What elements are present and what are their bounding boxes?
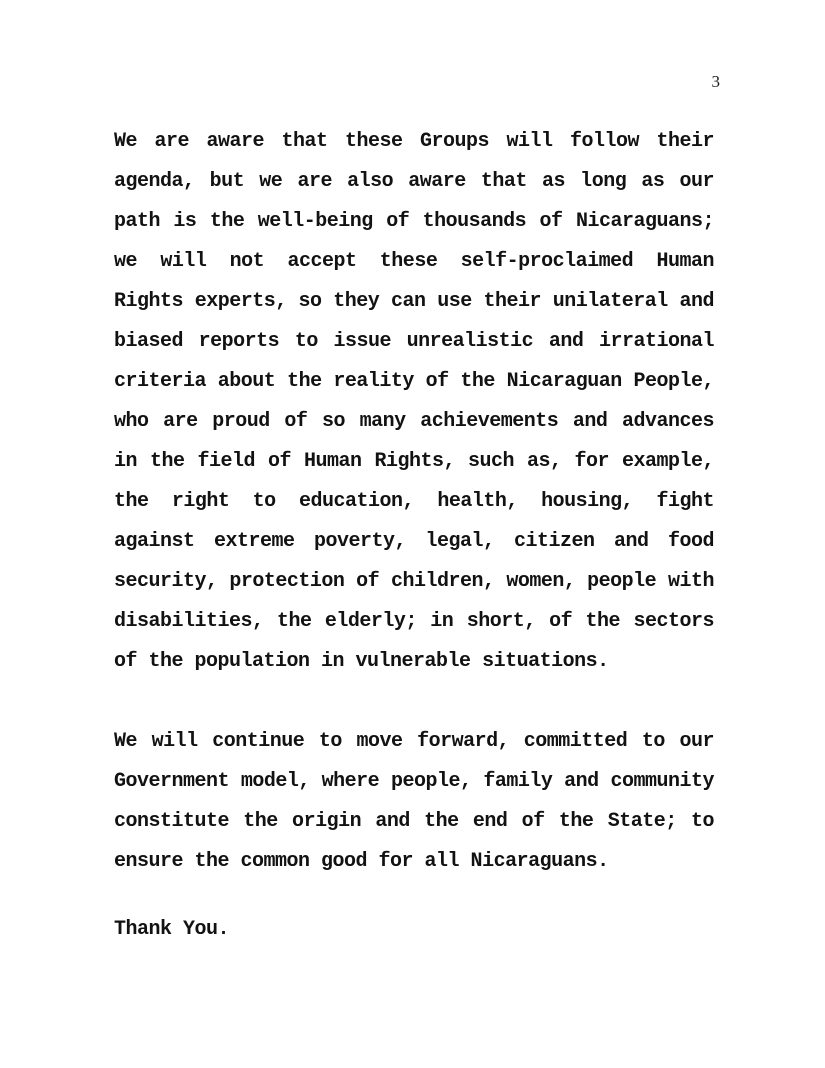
page-number: 3 [711, 72, 720, 91]
document-body [114, 122, 714, 950]
paragraph-2: We will continue to move forward, committed to our Government model, where people, family and community constitute the origin and the end of the State; to ensure the common good for all Nicaraguans. [114, 730, 714, 873]
closing-line: Thank You. [114, 918, 230, 941]
paragraph-1: We are aware that these Groups will follow their agenda, but we are also aware that as long as our path is the well-being of thousands of Nicaraguans; we will not accept these self-proclaimed Human Rights experts, so they can use their unilateral and biased reports to issue unrealistic and irrational criteria about the reality of the Nicaraguan People, who are proud of so many achievements and advances in the field of Human Rights, such as, for example, the right to education, health, housing, fight against extreme poverty, legal, citizen and food security, protection of children, women, people with disabilities, the elderly; in short, of the sectors of the population in vulnerable situations. [114, 130, 714, 673]
